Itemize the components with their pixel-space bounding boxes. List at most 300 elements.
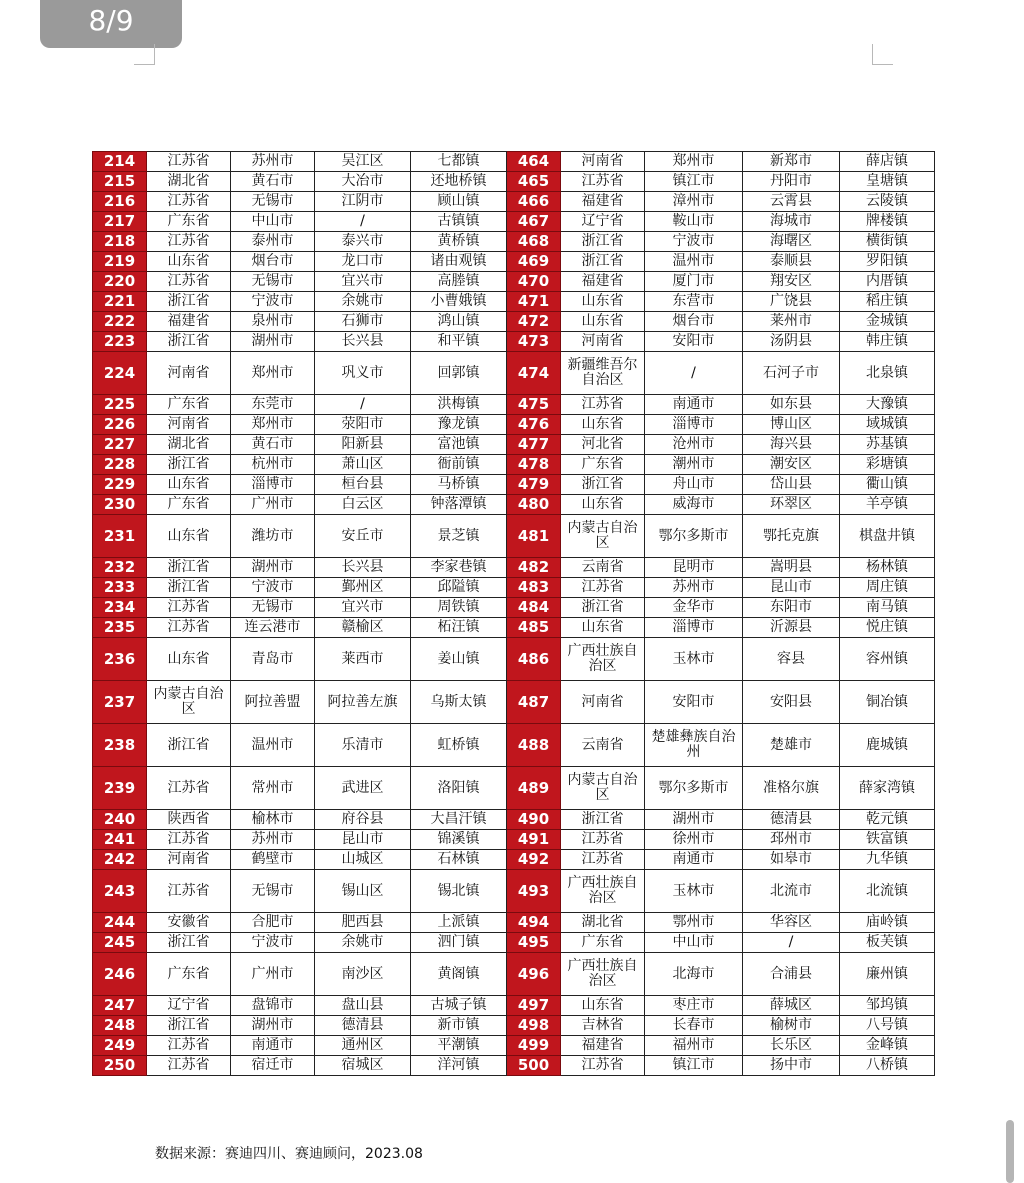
- province-cell: 陕西省: [147, 810, 231, 830]
- table-row: [93, 515, 935, 558]
- town-cell: 古城子镇: [411, 996, 507, 1016]
- county-cell: 榆树市: [743, 1016, 840, 1036]
- county-cell: 石河子市: [743, 352, 840, 395]
- county-cell: 盘山县: [315, 996, 411, 1016]
- city-cell: 中山市: [645, 933, 743, 953]
- county-cell: 余姚市: [315, 933, 411, 953]
- province-cell: 内蒙古自治区: [147, 681, 231, 724]
- county-cell: 丹阳市: [743, 172, 840, 192]
- rank-cell: 486: [507, 638, 561, 681]
- province-cell: 福建省: [561, 1036, 645, 1056]
- rank-cell: 223: [93, 332, 147, 352]
- table-row: [93, 1016, 935, 1036]
- province-cell: 江苏省: [147, 272, 231, 292]
- rank-cell: 229: [93, 475, 147, 495]
- province-cell: 浙江省: [561, 810, 645, 830]
- city-cell: 黄石市: [231, 172, 315, 192]
- town-cell: 锦溪镇: [411, 830, 507, 850]
- rank-cell: 217: [93, 212, 147, 232]
- town-cell: 李家巷镇: [411, 558, 507, 578]
- city-cell: 宁波市: [645, 232, 743, 252]
- city-cell: 鄂尔多斯市: [645, 515, 743, 558]
- town-cell: 平潮镇: [411, 1036, 507, 1056]
- page-indicator: 8/9: [40, 0, 182, 48]
- rank-cell: 485: [507, 618, 561, 638]
- province-cell: 福建省: [147, 312, 231, 332]
- rank-cell: 228: [93, 455, 147, 475]
- table-row: [93, 638, 935, 681]
- city-cell: 榆林市: [231, 810, 315, 830]
- province-cell: 湖北省: [147, 435, 231, 455]
- city-cell: 舟山市: [645, 475, 743, 495]
- town-cell: 高塍镇: [411, 272, 507, 292]
- town-cell: 柘汪镇: [411, 618, 507, 638]
- town-cell: 泗门镇: [411, 933, 507, 953]
- table-row: [93, 192, 935, 212]
- town-cell: 洛阳镇: [411, 767, 507, 810]
- province-cell: 河南省: [147, 415, 231, 435]
- town-cell: 内厝镇: [840, 272, 935, 292]
- county-cell: 邳州市: [743, 830, 840, 850]
- town-cell: 彩塘镇: [840, 455, 935, 475]
- town-cell: 廉州镇: [840, 953, 935, 996]
- city-cell: 玉林市: [645, 870, 743, 913]
- table-row: [93, 618, 935, 638]
- rank-cell: 234: [93, 598, 147, 618]
- table-row: [93, 767, 935, 810]
- rank-cell: 487: [507, 681, 561, 724]
- rank-cell: 248: [93, 1016, 147, 1036]
- province-cell: 浙江省: [147, 578, 231, 598]
- rank-cell: 490: [507, 810, 561, 830]
- city-cell: 镇江市: [645, 1056, 743, 1076]
- province-cell: 河北省: [561, 435, 645, 455]
- province-cell: 山东省: [147, 475, 231, 495]
- town-cell: 洪梅镇: [411, 395, 507, 415]
- town-cell: 罗阳镇: [840, 252, 935, 272]
- province-cell: 河南省: [561, 681, 645, 724]
- data-source-note: 数据来源：赛迪四川、赛迪顾问，2023.08: [155, 1146, 423, 1162]
- rank-cell: 236: [93, 638, 147, 681]
- rank-cell: 481: [507, 515, 561, 558]
- province-cell: 江苏省: [147, 598, 231, 618]
- rank-cell: 468: [507, 232, 561, 252]
- city-cell: /: [645, 352, 743, 395]
- town-cell: 和平镇: [411, 332, 507, 352]
- town-cell: 薛家湾镇: [840, 767, 935, 810]
- rank-cell: 467: [507, 212, 561, 232]
- county-cell: 嵩明县: [743, 558, 840, 578]
- province-cell: 江苏省: [561, 830, 645, 850]
- county-cell: 通州区: [315, 1036, 411, 1056]
- town-cell: 顾山镇: [411, 192, 507, 212]
- county-cell: 萧山区: [315, 455, 411, 475]
- province-cell: 江苏省: [147, 152, 231, 172]
- town-cell: 八号镇: [840, 1016, 935, 1036]
- county-cell: 如东县: [743, 395, 840, 415]
- town-cell: 黄桥镇: [411, 232, 507, 252]
- county-cell: 德清县: [315, 1016, 411, 1036]
- city-cell: 合肥市: [231, 913, 315, 933]
- rank-cell: 500: [507, 1056, 561, 1076]
- city-cell: 广州市: [231, 495, 315, 515]
- rank-cell: 469: [507, 252, 561, 272]
- table-row: [93, 996, 935, 1016]
- province-cell: 山东省: [561, 415, 645, 435]
- rank-cell: 247: [93, 996, 147, 1016]
- town-cell: 周铁镇: [411, 598, 507, 618]
- county-cell: 锡山区: [315, 870, 411, 913]
- county-cell: 余姚市: [315, 292, 411, 312]
- town-cell: 古镇镇: [411, 212, 507, 232]
- rank-cell: 498: [507, 1016, 561, 1036]
- county-cell: /: [315, 395, 411, 415]
- city-cell: 淄博市: [645, 415, 743, 435]
- county-cell: 肥西县: [315, 913, 411, 933]
- province-cell: 河南省: [147, 850, 231, 870]
- city-cell: 无锡市: [231, 870, 315, 913]
- province-cell: 山东省: [561, 312, 645, 332]
- town-cell: 邹坞镇: [840, 996, 935, 1016]
- county-cell: 武进区: [315, 767, 411, 810]
- county-cell: 莱州市: [743, 312, 840, 332]
- town-cell: 稻庄镇: [840, 292, 935, 312]
- city-cell: 漳州市: [645, 192, 743, 212]
- table-row: [93, 172, 935, 192]
- county-cell: 扬中市: [743, 1056, 840, 1076]
- rank-cell: 493: [507, 870, 561, 913]
- town-cell: 鸿山镇: [411, 312, 507, 332]
- town-cell: 金峰镇: [840, 1036, 935, 1056]
- town-cell: 石林镇: [411, 850, 507, 870]
- crop-mark-right: [872, 44, 893, 65]
- county-cell: 德清县: [743, 810, 840, 830]
- city-cell: 昆明市: [645, 558, 743, 578]
- rank-cell: 475: [507, 395, 561, 415]
- city-cell: 苏州市: [231, 152, 315, 172]
- province-cell: 福建省: [561, 272, 645, 292]
- city-cell: 威海市: [645, 495, 743, 515]
- city-cell: 湖州市: [231, 558, 315, 578]
- city-cell: 黄石市: [231, 435, 315, 455]
- city-cell: 宁波市: [231, 292, 315, 312]
- table-row: [93, 1056, 935, 1076]
- county-cell: 海兴县: [743, 435, 840, 455]
- rank-cell: 497: [507, 996, 561, 1016]
- rank-cell: 484: [507, 598, 561, 618]
- rank-cell: 466: [507, 192, 561, 212]
- city-cell: 无锡市: [231, 192, 315, 212]
- town-cell: 容州镇: [840, 638, 935, 681]
- province-cell: 山东省: [561, 495, 645, 515]
- city-cell: 杭州市: [231, 455, 315, 475]
- rank-cell: 491: [507, 830, 561, 850]
- table-row: [93, 152, 935, 172]
- county-cell: 荥阳市: [315, 415, 411, 435]
- town-ranking-table: [92, 151, 935, 1076]
- county-cell: /: [743, 933, 840, 953]
- town-cell: 北泉镇: [840, 352, 935, 395]
- town-cell: 七都镇: [411, 152, 507, 172]
- province-cell: 浙江省: [147, 1016, 231, 1036]
- city-cell: 苏州市: [231, 830, 315, 850]
- city-cell: 枣庄市: [645, 996, 743, 1016]
- county-cell: 白云区: [315, 495, 411, 515]
- town-cell: 回郭镇: [411, 352, 507, 395]
- town-cell: 马桥镇: [411, 475, 507, 495]
- town-cell: 周庄镇: [840, 578, 935, 598]
- table-row: [93, 681, 935, 724]
- city-cell: 泉州市: [231, 312, 315, 332]
- town-cell: 洋河镇: [411, 1056, 507, 1076]
- town-cell: 衢山镇: [840, 475, 935, 495]
- rank-cell: 237: [93, 681, 147, 724]
- city-cell: 南通市: [231, 1036, 315, 1056]
- city-cell: 东莞市: [231, 395, 315, 415]
- city-cell: 宿迁市: [231, 1056, 315, 1076]
- city-cell: 青岛市: [231, 638, 315, 681]
- province-cell: 辽宁省: [561, 212, 645, 232]
- county-cell: 长乐区: [743, 1036, 840, 1056]
- scrollbar[interactable]: [1006, 1120, 1014, 1183]
- province-cell: 江苏省: [147, 830, 231, 850]
- province-cell: 广东省: [147, 395, 231, 415]
- table-row: [93, 953, 935, 996]
- province-cell: 福建省: [561, 192, 645, 212]
- rank-cell: 239: [93, 767, 147, 810]
- province-cell: 山东省: [147, 252, 231, 272]
- town-cell: 金城镇: [840, 312, 935, 332]
- province-cell: 安徽省: [147, 913, 231, 933]
- city-cell: 宁波市: [231, 933, 315, 953]
- rank-cell: 242: [93, 850, 147, 870]
- province-cell: 浙江省: [561, 475, 645, 495]
- city-cell: 湖州市: [645, 810, 743, 830]
- rank-cell: 470: [507, 272, 561, 292]
- city-cell: 无锡市: [231, 598, 315, 618]
- city-cell: 常州市: [231, 767, 315, 810]
- province-cell: 浙江省: [561, 252, 645, 272]
- table-row: [93, 332, 935, 352]
- province-cell: 山东省: [147, 515, 231, 558]
- rank-cell: 215: [93, 172, 147, 192]
- town-cell: 邱隘镇: [411, 578, 507, 598]
- rank-cell: 232: [93, 558, 147, 578]
- province-cell: 广东省: [561, 933, 645, 953]
- county-cell: 海城市: [743, 212, 840, 232]
- county-cell: 岱山县: [743, 475, 840, 495]
- county-cell: 合浦县: [743, 953, 840, 996]
- county-cell: 鄂托克旗: [743, 515, 840, 558]
- town-cell: 乾元镇: [840, 810, 935, 830]
- province-cell: 内蒙古自治区: [561, 515, 645, 558]
- city-cell: 楚雄彝族自治州: [645, 724, 743, 767]
- province-cell: 内蒙古自治区: [561, 767, 645, 810]
- county-cell: 昆山市: [315, 830, 411, 850]
- province-cell: 浙江省: [147, 292, 231, 312]
- city-cell: 南通市: [645, 395, 743, 415]
- city-cell: 潮州市: [645, 455, 743, 475]
- rank-cell: 489: [507, 767, 561, 810]
- rank-cell: 218: [93, 232, 147, 252]
- rank-cell: 246: [93, 953, 147, 996]
- city-cell: 北海市: [645, 953, 743, 996]
- rank-cell: 240: [93, 810, 147, 830]
- county-cell: 翔安区: [743, 272, 840, 292]
- province-cell: 江苏省: [147, 870, 231, 913]
- table-row: [93, 598, 935, 618]
- county-cell: 薛城区: [743, 996, 840, 1016]
- province-cell: 吉林省: [561, 1016, 645, 1036]
- province-cell: 浙江省: [147, 455, 231, 475]
- county-cell: 长兴县: [315, 558, 411, 578]
- rank-cell: 245: [93, 933, 147, 953]
- town-cell: 乌斯太镇: [411, 681, 507, 724]
- rank-cell: 221: [93, 292, 147, 312]
- city-cell: 玉林市: [645, 638, 743, 681]
- county-cell: 汤阴县: [743, 332, 840, 352]
- province-cell: 山东省: [561, 618, 645, 638]
- city-cell: 沧州市: [645, 435, 743, 455]
- town-cell: 姜山镇: [411, 638, 507, 681]
- rank-cell: 472: [507, 312, 561, 332]
- county-cell: 海曙区: [743, 232, 840, 252]
- town-cell: 豫龙镇: [411, 415, 507, 435]
- county-cell: 环翠区: [743, 495, 840, 515]
- rank-cell: 243: [93, 870, 147, 913]
- county-cell: 如皋市: [743, 850, 840, 870]
- crop-mark-left: [134, 44, 155, 65]
- rank-cell: 238: [93, 724, 147, 767]
- table-row: [93, 724, 935, 767]
- table-row: [93, 212, 935, 232]
- province-cell: 浙江省: [147, 724, 231, 767]
- rank-cell: 241: [93, 830, 147, 850]
- town-cell: 铁富镇: [840, 830, 935, 850]
- province-cell: 浙江省: [147, 332, 231, 352]
- table-row: [93, 810, 935, 830]
- rank-cell: 499: [507, 1036, 561, 1056]
- county-cell: 安丘市: [315, 515, 411, 558]
- county-cell: 大冶市: [315, 172, 411, 192]
- city-cell: 潍坊市: [231, 515, 315, 558]
- town-cell: 大豫镇: [840, 395, 935, 415]
- table-row: [93, 232, 935, 252]
- table-row: [93, 435, 935, 455]
- town-cell: 韩庄镇: [840, 332, 935, 352]
- town-cell: 板芙镇: [840, 933, 935, 953]
- province-cell: 江苏省: [147, 618, 231, 638]
- table-row: [93, 415, 935, 435]
- county-cell: 准格尔旗: [743, 767, 840, 810]
- province-cell: 浙江省: [147, 558, 231, 578]
- table-row: [93, 475, 935, 495]
- province-cell: 广东省: [561, 455, 645, 475]
- table-row: [93, 395, 935, 415]
- province-cell: 江苏省: [561, 395, 645, 415]
- county-cell: 潮安区: [743, 455, 840, 475]
- town-cell: 南马镇: [840, 598, 935, 618]
- table-body: [93, 152, 935, 1076]
- town-cell: 域城镇: [840, 415, 935, 435]
- town-cell: 铜冶镇: [840, 681, 935, 724]
- county-cell: 容县: [743, 638, 840, 681]
- town-cell: 杨林镇: [840, 558, 935, 578]
- town-cell: 大昌汗镇: [411, 810, 507, 830]
- county-cell: 宜兴市: [315, 598, 411, 618]
- province-cell: 江苏省: [561, 850, 645, 870]
- town-cell: 锡北镇: [411, 870, 507, 913]
- province-cell: 江苏省: [147, 1036, 231, 1056]
- county-cell: 石狮市: [315, 312, 411, 332]
- province-cell: 云南省: [561, 724, 645, 767]
- province-cell: 浙江省: [561, 232, 645, 252]
- province-cell: 广西壮族自治区: [561, 870, 645, 913]
- rank-cell: 495: [507, 933, 561, 953]
- rank-cell: 476: [507, 415, 561, 435]
- county-cell: /: [315, 212, 411, 232]
- city-cell: 湖州市: [231, 1016, 315, 1036]
- town-cell: 黄阁镇: [411, 953, 507, 996]
- province-cell: 江苏省: [147, 1056, 231, 1076]
- city-cell: 郑州市: [231, 352, 315, 395]
- province-cell: 新疆维吾尔自治区: [561, 352, 645, 395]
- province-cell: 河南省: [147, 352, 231, 395]
- city-cell: 温州市: [231, 724, 315, 767]
- province-cell: 江苏省: [147, 192, 231, 212]
- city-cell: 广州市: [231, 953, 315, 996]
- city-cell: 徐州市: [645, 830, 743, 850]
- city-cell: 盘锦市: [231, 996, 315, 1016]
- town-cell: 虹桥镇: [411, 724, 507, 767]
- county-cell: 云霄县: [743, 192, 840, 212]
- table-row: [93, 495, 935, 515]
- rank-cell: 225: [93, 395, 147, 415]
- city-cell: 苏州市: [645, 578, 743, 598]
- table-row: [93, 933, 935, 953]
- town-cell: 新市镇: [411, 1016, 507, 1036]
- province-cell: 湖北省: [561, 913, 645, 933]
- city-cell: 金华市: [645, 598, 743, 618]
- city-cell: 厦门市: [645, 272, 743, 292]
- county-cell: 江阴市: [315, 192, 411, 212]
- town-cell: 诸由观镇: [411, 252, 507, 272]
- province-cell: 山东省: [147, 638, 231, 681]
- province-cell: 辽宁省: [147, 996, 231, 1016]
- province-cell: 山东省: [561, 292, 645, 312]
- table-row: [93, 352, 935, 395]
- county-cell: 府谷县: [315, 810, 411, 830]
- rank-cell: 224: [93, 352, 147, 395]
- city-cell: 鹤壁市: [231, 850, 315, 870]
- province-cell: 广东省: [147, 495, 231, 515]
- province-cell: 山东省: [561, 996, 645, 1016]
- rank-cell: 249: [93, 1036, 147, 1056]
- county-cell: 宜兴市: [315, 272, 411, 292]
- rank-cell: 244: [93, 913, 147, 933]
- county-cell: 乐清市: [315, 724, 411, 767]
- county-cell: 安阳县: [743, 681, 840, 724]
- city-cell: 福州市: [645, 1036, 743, 1056]
- table-row: [93, 913, 935, 933]
- town-cell: 云陵镇: [840, 192, 935, 212]
- county-cell: 鄞州区: [315, 578, 411, 598]
- county-cell: 长兴县: [315, 332, 411, 352]
- city-cell: 阿拉善盟: [231, 681, 315, 724]
- county-cell: 莱西市: [315, 638, 411, 681]
- table-row: [93, 292, 935, 312]
- county-cell: 广饶县: [743, 292, 840, 312]
